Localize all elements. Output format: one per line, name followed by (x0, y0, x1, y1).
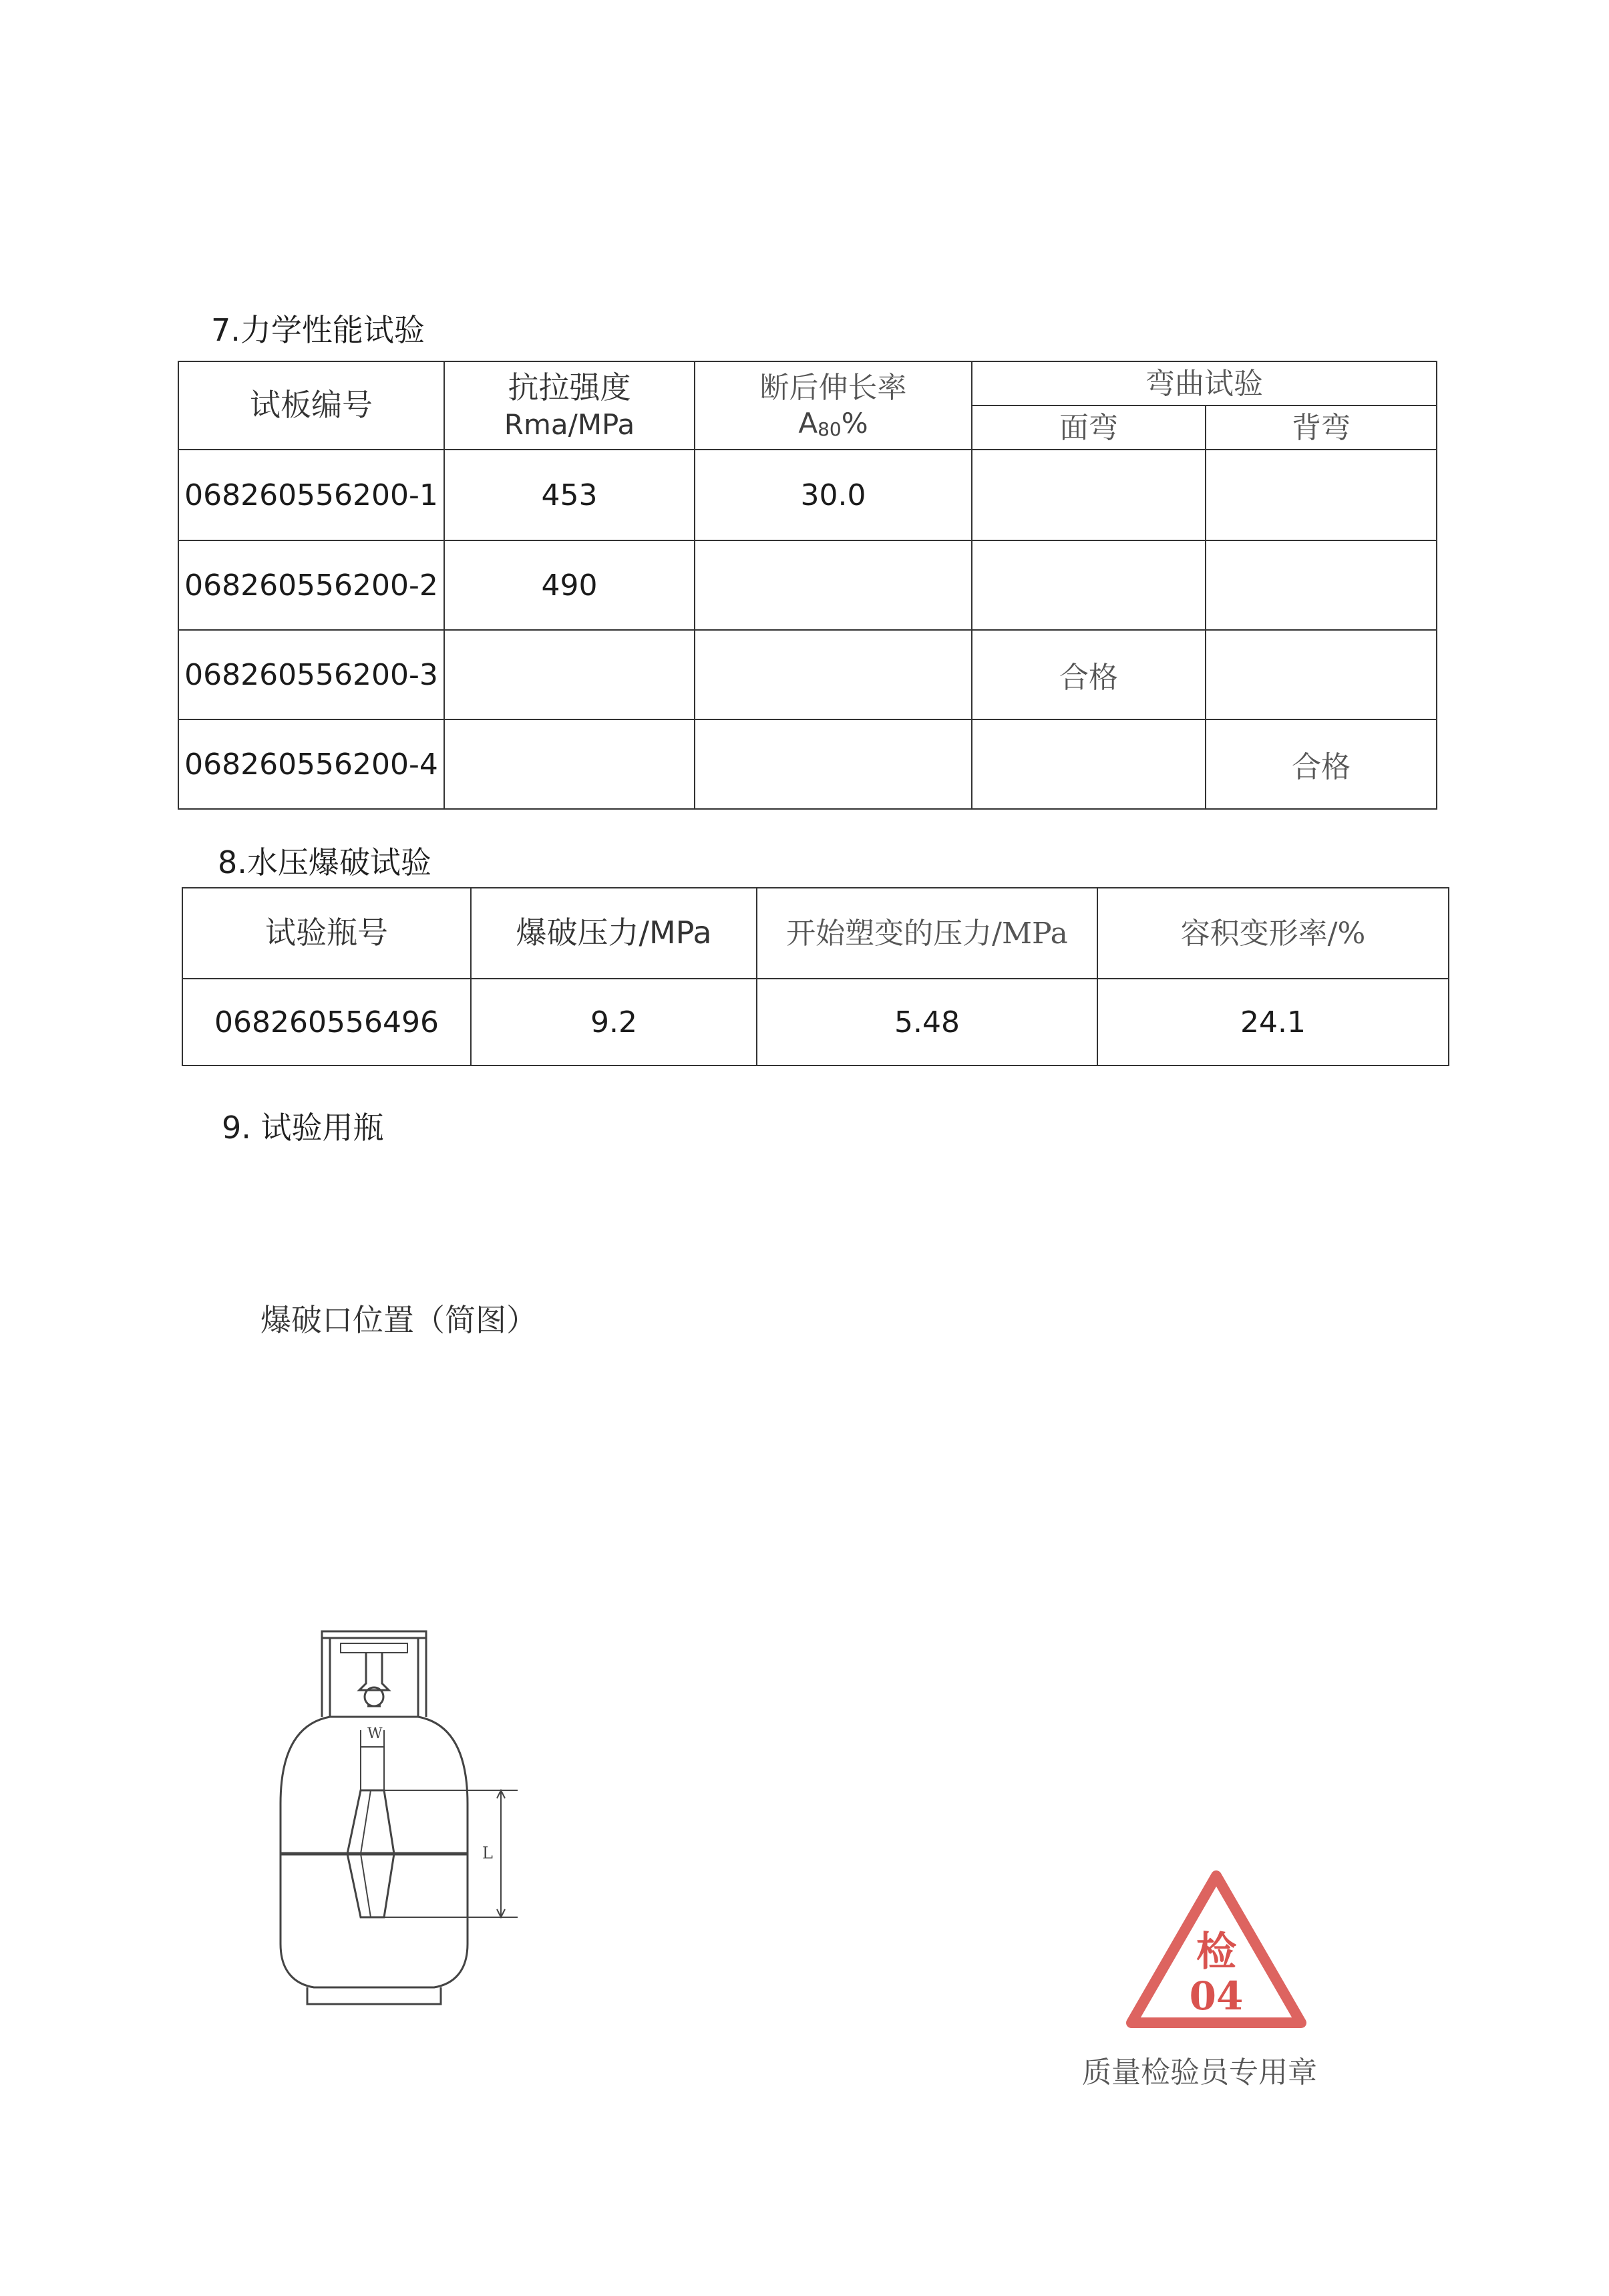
header-cylinder-no: 试验瓶号 (182, 888, 471, 979)
cylinder-no-cell: 068260556496 (182, 979, 471, 1065)
table-row (182, 979, 1449, 1065)
section-9-title: 9. 试验用瓶 (222, 1110, 384, 1146)
header-tensile-label: 抗拉强度 (508, 369, 631, 405)
elongation-cell (695, 630, 972, 719)
face-bend-cell: 合格 (972, 630, 1206, 719)
inspector-stamp (1126, 1870, 1306, 2031)
back-bend-cell (1206, 450, 1437, 540)
volume-change-cell: 24.1 (1097, 979, 1449, 1065)
header-tensile-unit: Rma/MPa (504, 407, 635, 441)
face-bend-cell (972, 540, 1206, 630)
table-row (178, 719, 1437, 809)
header-burst-pressure: 爆破压力/MPa (471, 888, 757, 979)
mechanical-test-table (178, 361, 1437, 810)
header-elongation-label: 断后伸长率 (759, 371, 907, 405)
back-bend-cell: 合格 (1206, 719, 1437, 809)
header-elongation-unit: $A_{80}\%$ (798, 407, 868, 441)
header-tensile (444, 361, 695, 450)
cylinder-burst-diagram (267, 1623, 534, 2011)
tensile-cell (444, 719, 695, 809)
tensile-cell (444, 630, 695, 719)
tensile-cell: 490 (444, 540, 695, 630)
elongation-cell (695, 719, 972, 809)
back-bend-cell (1206, 540, 1437, 630)
table-row (178, 630, 1437, 719)
face-bend-cell (972, 719, 1206, 809)
elongation-cell: 30.0 (695, 450, 972, 540)
stamp-number: 04 (1189, 1973, 1244, 2019)
header-elongation (695, 361, 972, 450)
width-dimension-label: W (367, 1726, 383, 1742)
header-face-bend: 面弯 (972, 405, 1206, 450)
length-dimension-label: L (482, 1844, 493, 1862)
elongation-cell (695, 540, 972, 630)
section-8-title: 8.水压爆破试验 (218, 844, 431, 880)
section-7-title: 7.力学性能试验 (211, 312, 425, 348)
plate-no-cell: 068260556200-4 (178, 719, 444, 809)
burst-test-table (182, 887, 1449, 1066)
back-bend-cell (1206, 630, 1437, 719)
header-back-bend: 背弯 (1206, 405, 1437, 450)
yield-pressure-cell: 5.48 (757, 979, 1097, 1065)
plate-no-cell: 068260556200-1 (178, 450, 444, 540)
header-yield-pressure: 开始塑变的压力/MPa (757, 888, 1097, 979)
stamp-caption: 质量检验员专用章 (1082, 2056, 1317, 2090)
plate-no-cell: 068260556200-2 (178, 540, 444, 630)
table-row (178, 540, 1437, 630)
plate-no-cell: 068260556200-3 (178, 630, 444, 719)
table-row (178, 450, 1437, 540)
stamp-char: 检 (1196, 1929, 1236, 1975)
tensile-cell: 453 (444, 450, 695, 540)
header-bend-test: 弯曲试验 (972, 361, 1437, 405)
face-bend-cell (972, 450, 1206, 540)
header-volume-change: 容积变形率/% (1097, 888, 1449, 979)
burst-location-label: 爆破口位置（简图） (260, 1302, 537, 1338)
burst-pressure-cell: 9.2 (471, 979, 757, 1065)
header-plate-no: 试板编号 (178, 361, 444, 450)
